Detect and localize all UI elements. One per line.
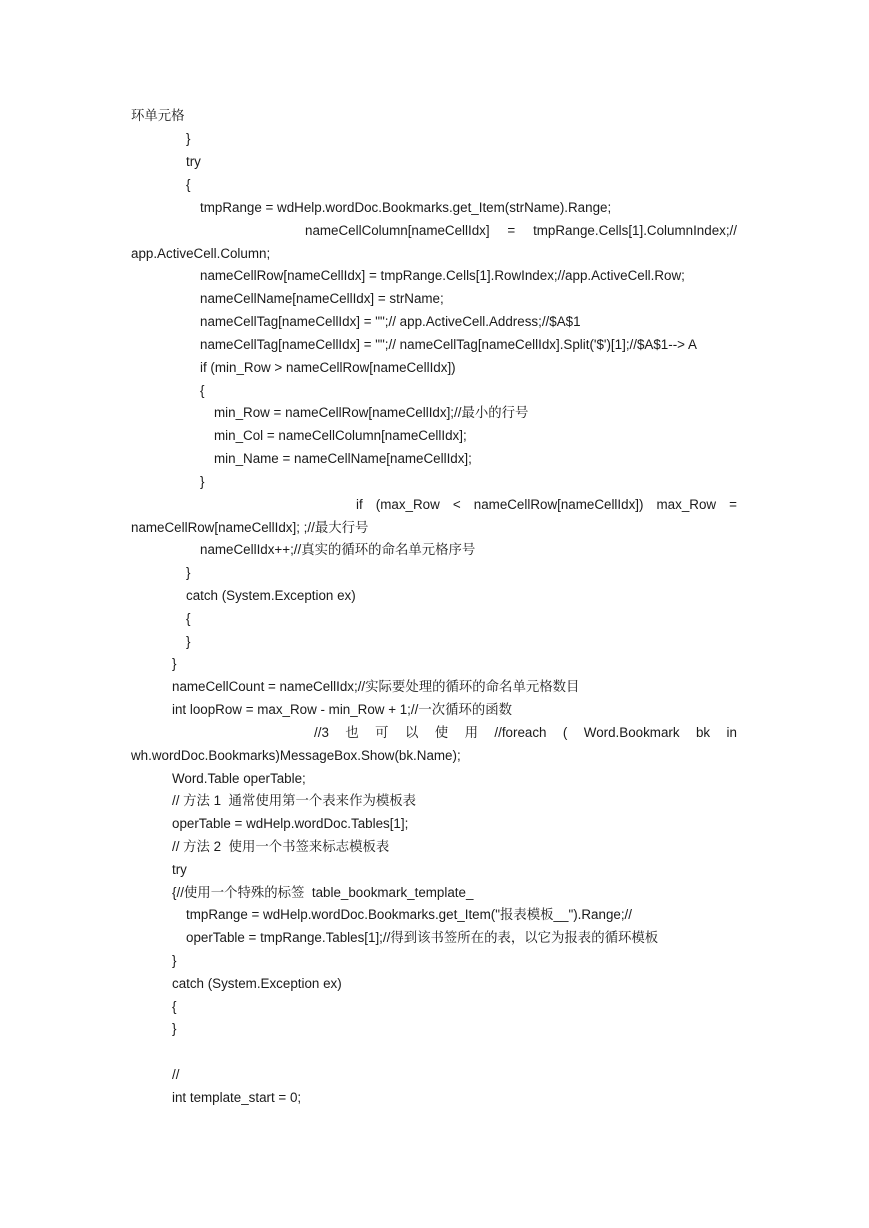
code-line: int template_start = 0; bbox=[172, 1090, 302, 1105]
code-line: // bbox=[172, 1067, 180, 1082]
code-line: nameCellIdx++;//真实的循环的命名单元格序号 bbox=[200, 542, 476, 557]
code-line-justified bbox=[305, 219, 737, 242]
code-line: wh.wordDoc.Bookmarks)MessageBox.Show(bk.Name); bbox=[131, 748, 461, 763]
code-line: { bbox=[200, 383, 205, 398]
code-line: } bbox=[172, 953, 177, 968]
code-line: tmpRange = wdHelp.wordDoc.Bookmarks.get_Item("报表模板__").Range;// bbox=[186, 907, 632, 922]
code-line-justified bbox=[356, 493, 737, 516]
code-line: nameCellName[nameCellIdx] = strName; bbox=[200, 291, 444, 306]
code-token: 用 bbox=[464, 725, 478, 740]
code-line: Word.Table operTable; bbox=[172, 771, 306, 786]
code-token: //3 bbox=[314, 725, 329, 740]
code-token: max_Row bbox=[656, 497, 717, 512]
code-token: nameCellColumn[nameCellIdx] bbox=[305, 223, 490, 238]
code-token: (max_Row bbox=[375, 497, 440, 512]
code-token: nameCellRow[nameCellIdx]) bbox=[473, 497, 644, 512]
code-line: nameCellCount = nameCellIdx;//实际要处理的循环的命名单元格数目 bbox=[172, 679, 580, 694]
code-line: nameCellTag[nameCellIdx] = "";// app.ActiveCell.Address;//$A$1 bbox=[200, 314, 581, 329]
code-line: min_Col = nameCellColumn[nameCellIdx]; bbox=[214, 428, 467, 443]
code-line: nameCellRow[nameCellIdx]; ;//最大行号 bbox=[131, 520, 369, 535]
code-line: operTable = wdHelp.wordDoc.Tables[1]; bbox=[172, 816, 409, 831]
code-token: ( bbox=[562, 725, 568, 740]
code-line: {//使用一个特殊的标签 table_bookmark_template_ bbox=[172, 885, 474, 900]
code-line: app.ActiveCell.Column; bbox=[131, 246, 271, 261]
code-token: bk bbox=[695, 725, 711, 740]
code-line: int loopRow = max_Row - min_Row + 1;//一次循环的函数 bbox=[172, 702, 513, 717]
code-line: } bbox=[172, 1021, 177, 1036]
code-line: min_Row = nameCellRow[nameCellIdx];//最小的行号 bbox=[214, 405, 529, 420]
code-token: tmpRange.Cells[1].ColumnIndex;// bbox=[533, 223, 737, 238]
code-line: operTable = tmpRange.Tables[1];//得到该书签所在的表，以它为报表的循环模板 bbox=[186, 930, 659, 945]
code-line: } bbox=[172, 656, 177, 671]
code-line: // 方法 1 通常使用第一个表来作为模板表 bbox=[172, 793, 417, 808]
code-line: } bbox=[200, 474, 205, 489]
code-token: = bbox=[729, 497, 737, 512]
code-token: = bbox=[507, 223, 516, 238]
code-token: 以 bbox=[404, 725, 419, 740]
code-token: 可 bbox=[375, 725, 389, 740]
code-line: { bbox=[172, 999, 177, 1014]
code-line: } bbox=[186, 131, 191, 146]
code-token: //foreach bbox=[494, 725, 547, 740]
code-line: try bbox=[186, 154, 201, 169]
code-token: < bbox=[452, 497, 461, 512]
code-line: nameCellTag[nameCellIdx] = "";// nameCellTag[nameCellIdx].Split('$')[1];//$A$1--> A bbox=[200, 337, 697, 352]
code-line: tmpRange = wdHelp.wordDoc.Bookmarks.get_Item(strName).Range; bbox=[200, 200, 612, 215]
code-token: in bbox=[726, 725, 737, 740]
code-line: } bbox=[186, 634, 191, 649]
code-line: if (min_Row > nameCellRow[nameCellIdx]) bbox=[200, 360, 456, 375]
code-line: nameCellRow[nameCellIdx] = tmpRange.Cells[1].RowIndex;//app.ActiveCell.Row; bbox=[200, 268, 685, 283]
code-token: Word.Bookmark bbox=[583, 725, 680, 740]
code-line: try bbox=[172, 862, 187, 877]
code-line: { bbox=[186, 611, 191, 626]
code-line: } bbox=[186, 565, 191, 580]
code-token: 也 bbox=[345, 725, 359, 740]
code-line: min_Name = nameCellName[nameCellIdx]; bbox=[214, 451, 472, 466]
code-line: { bbox=[186, 177, 191, 192]
code-line: // 方法 2 使用一个书签来标志模板表 bbox=[172, 839, 390, 854]
code-token: 使 bbox=[434, 725, 449, 740]
code-line: catch (System.Exception ex) bbox=[172, 976, 342, 991]
code-line: catch (System.Exception ex) bbox=[186, 588, 356, 603]
code-token: if bbox=[356, 497, 363, 512]
code-line: 环单元格 bbox=[131, 108, 185, 123]
code-line-justified bbox=[314, 721, 737, 744]
